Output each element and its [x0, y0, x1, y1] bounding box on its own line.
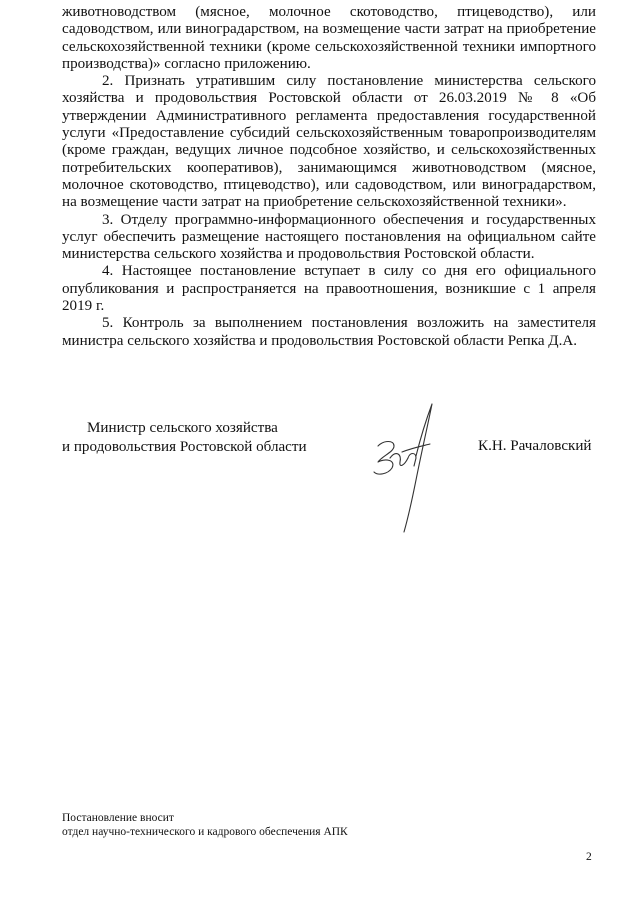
- signatory-title: [62, 419, 307, 457]
- footer-line-2: отдел научно-технического и кадрового обеспечения АПК: [62, 825, 348, 838]
- paragraph-4: 4. Настоящее постановление вступает в силу со дня его официального опубликования и распространяется на правоотношения, возникшие с 1 апреля 2019 г.: [62, 263, 596, 315]
- handwritten-signature: [372, 400, 442, 535]
- paragraph-continuation: животноводством (мясное, молочное скотоводство, птицеводство), или садоводством, или виноградарством, на возмещение части затрат на приобретение сельскохозяйственной техники (кроме сельскохозяйственной техники импортного производства)» согласно приложению.: [62, 4, 596, 72]
- footer-line-1: Постановление вносит: [62, 812, 174, 824]
- signatory-title-line-1: Министр сельского хозяйства: [87, 420, 278, 436]
- signatory-title-line-2: и продовольствия Ростовской области: [62, 439, 307, 455]
- signatory-name: К.Н. Рачаловский: [478, 438, 592, 454]
- page-number: 2: [586, 851, 592, 863]
- paragraph-3: 3. Отделу программно-информационного обеспечения и государственных услуг обеспечить размещение настоящего постановления на официальном сайте министерства сельского хозяйства и продовольствия Ростовской области.: [62, 211, 596, 263]
- paragraph-2: 2. Признать утратившим силу постановление министерства сельского хозяйства и продовольствия Ростовской области от 26.03.2019 № 8 «Об утверждении Административного регламента предоставления государственной услуги «Предоставление субсидий сельскохозяйственным товаропроизводителям (кроме граждан, ведущих личное подсобное хозяйство, и сельскохозяйственных потребительских кооперативов), занимающимся животноводством (мясное, молочное скотоводство, птицеводство), или садоводством, или виноградарством, на возмещение части затрат на приобретение сельскохозяйственной техники».: [62, 73, 596, 211]
- paragraph-5: 5. Контроль за выполнением постановления возложить на заместителя министра сельского хозяйства и продовольствия Ростовской области Репка Д.А.: [62, 315, 596, 349]
- document-body: [62, 4, 596, 350]
- footer-note: [62, 812, 348, 839]
